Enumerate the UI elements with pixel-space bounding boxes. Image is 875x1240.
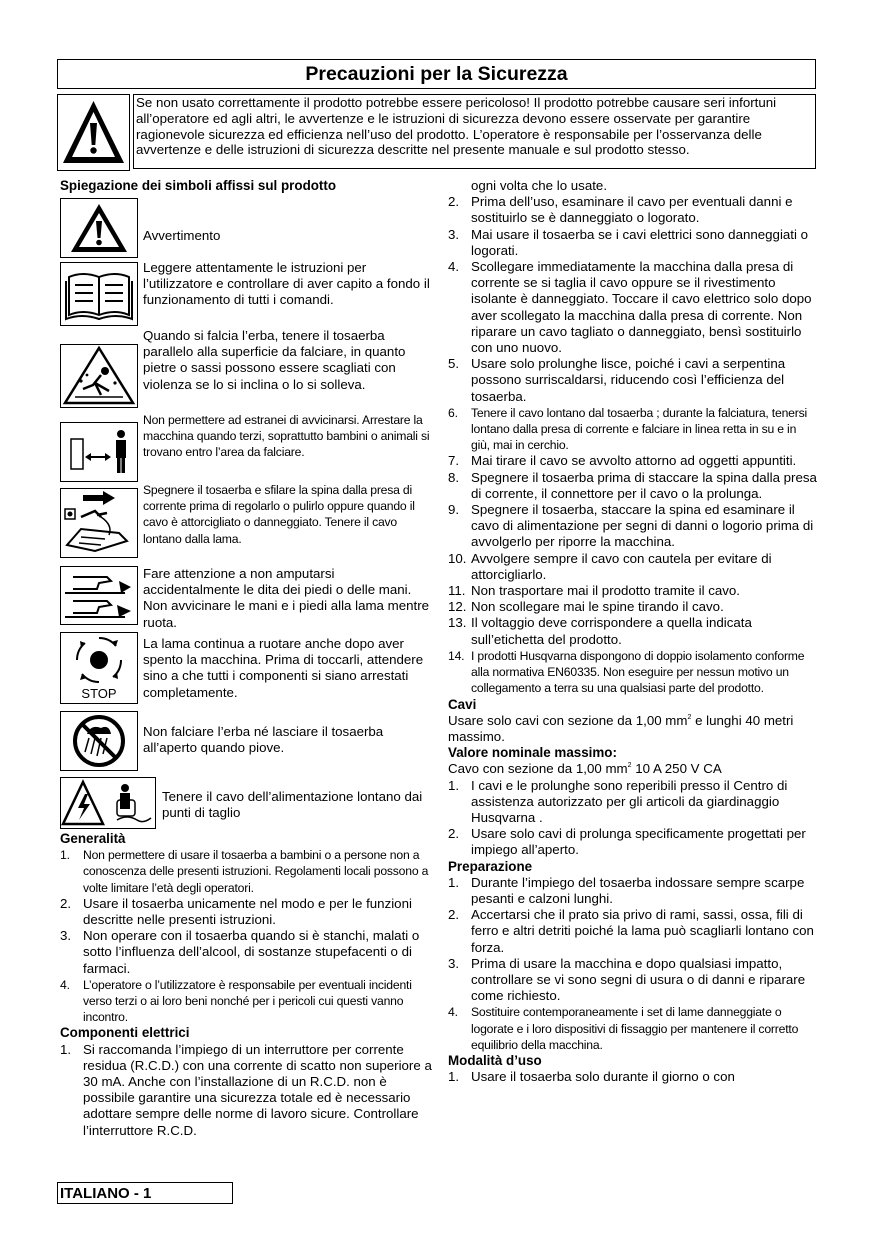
list-item: 9. Spegnere il tosaerba, staccare la spina ed esaminare il cavo di alimentazione per segni di danni o logorio prima di avvolgerlo per riporre la macchina. <box>448 502 814 550</box>
symbol-unplug <box>60 488 138 558</box>
symbol-no-rain <box>60 711 138 771</box>
intro-warning-text: Se non usato correttamente il prodotto potrebbe essere pericoloso! Il prodotto potrebbe causare seri infortuni all’operatore ed agli altri, le avvertenze e le istruzioni di sicurezza devono essere osservate per garantire ragionevole sicurezza ed efficienza nell’uso del prodotto. L’operatore è responsabile per l’osservanza delle avvertenze e delle istruzioni di sicurezza descritte nel presente manuale e sul prodotto stesso. <box>133 94 816 169</box>
no-rain-icon <box>61 712 137 770</box>
symbol-unplug-text: Spegnere il tosaerba e sfilare la spina dalla presa di corrente prima di regolarlo o pulirlo oppure quando il cavo è attorcigliato o danneggiato. Tenere il cavo lontano dalla lama. <box>143 483 415 546</box>
symbol-rotating-blade-text: La lama continua a ruotare anche dopo aver spento la macchina. Prima di toccarli, attendere sino a che tutti i componenti si siano arrestati completamente. <box>143 636 424 700</box>
valore-text: Cavo con sezione da 1,00 $mm^2$ 10 A 250 V CA <box>448 761 722 777</box>
warning-triangle-icon <box>61 199 137 257</box>
list-item: 8. Spegnere il tosaerba prima di staccare la spina dalla presa di corrente, il connettore per il cavo o la prolunga. <box>448 469 817 501</box>
list-item: 5. Usare solo prolunghe lisce, poiché i cavi a serpentina possono surriscaldarsi, riducendo così l’efficienza del tosaerba. <box>448 356 786 404</box>
generalita-heading: Generalità <box>60 831 126 846</box>
blade-hazard-icon <box>61 567 137 624</box>
symbol-keep-distance <box>60 422 138 482</box>
symbol-warning <box>60 198 138 258</box>
list-item: 1. Durante l’impiego del tosaerba indossare sempre scarpe pesanti e calzoni lunghi. <box>448 874 805 906</box>
symbol-book-text: Leggere attentamente le istruzioni per l’utilizzatore e controllare di aver capito a fondo il funzionamento di tutti i comandi. <box>143 260 430 308</box>
list-item: 4. Scollegare immediatamente la macchina dalla presa di corrente se si taglia il cavo oppure se il rivestimento isolante è danneggiato. Toccare il cavo elettrico solo dopo aver scollegato la macchina dalla presa di corrente. Non riparare un cavo tagliato o danneggiato, bensì sostituirlo con uno nuovo. <box>448 259 812 356</box>
unplug-icon <box>61 489 137 557</box>
symbol-no-rain-text: Non falciare l’erba né lasciare il tosaerba all’aperto quando piove. <box>143 724 384 756</box>
warning-triangle-icon <box>58 95 129 170</box>
symbol-rotating-blade <box>60 632 138 704</box>
cavi-heading: Cavi <box>448 696 477 712</box>
symbol-blade-hazard-text: Fare attenzione a non amputarsi accidentalmente le dita dei piedi o delle mani. Non avvicinare le mani e i piedi alla lama mentre ruota. <box>143 566 430 630</box>
symbol-keep-distance-text: Non permettere ad estranei di avvicinarsi. Arrestare la macchina quando terzi, soprattutto bambini o animali si trovano entro l’area da falciare. <box>143 413 430 460</box>
modalita-heading: Modalità d’uso <box>448 1052 542 1068</box>
symbol-electric-cable-text: Tenere il cavo dell’alimentazione lontano dai punti di taglio <box>162 789 423 821</box>
componenti-item1-continued: ogni volta che lo usate. <box>471 178 608 193</box>
list-item: 3. Non operare con il tosaerba quando si è stanchi, malati o sotto l’influenza dell’alcool, di sostanze stupefacenti o di farmaci. <box>60 928 420 976</box>
list-item: 2. Usare il tosaerba unicamente nel modo e per le funzioni descritte nelle presenti istruzioni. <box>60 895 412 928</box>
list-item: 2. Usare solo cavi di prolunga specificamente progettati per impiego all’aperto. <box>448 826 806 858</box>
open-book-icon <box>61 263 137 325</box>
page-footer: ITALIANO - 1 <box>57 1182 233 1204</box>
list-item: 14. I prodotti Husqvarna dispongono di doppio isolamento conforme alla normativa EN60335. Non eseguire per nessun motivo un collegamento a terra su una qualsiasi parte del prodotto. <box>448 648 805 696</box>
valore-list <box>448 778 818 859</box>
symbol-book <box>60 262 138 326</box>
modalita-list <box>448 1069 818 1085</box>
symbol-electric-cable <box>60 777 156 829</box>
list-item: 11. Non trasportare mai il prodotto tramite il cavo. <box>448 583 741 599</box>
rotating-blade-stop-icon <box>61 633 137 703</box>
list-item: 4. Sostituire contemporaneamente i set di lame danneggiate o logorate e i loro dispositivi di fissaggio per mantenere il corretto equilibrio della macchina. <box>448 1005 799 1052</box>
list-item: 1. Usare il tosaerba solo durante il giorno o con <box>448 1069 735 1085</box>
intro-warning-icon-box <box>57 94 130 171</box>
stop-label: STOP <box>81 686 117 701</box>
list-item: 1. I cavi e le prolunghe sono reperibili presso il Centro di assistenza autorizzato per gli articoli da giardinaggio Husqvarna . <box>448 777 788 825</box>
thrown-objects-icon <box>61 345 137 407</box>
page-title: Precauzioni per la Sicurezza <box>57 59 816 89</box>
componenti-list-start <box>60 1042 432 1139</box>
preparazione-list <box>448 875 818 1053</box>
list-item: 2. Accertarsi che il prato sia privo di rami, sassi, ossa, fili di ferro e altri detriti poiché la lama può scagliarli lontano con forza. <box>448 907 814 955</box>
right-column-sections <box>448 178 818 1085</box>
symbols-heading: Spiegazione dei simboli affissi sul prodotto <box>60 178 337 193</box>
preparazione-heading: Preparazione <box>448 858 533 874</box>
list-item: 4. L’operatore o l’utilizzatore è responsabile per eventuali incidenti verso terzi o ai loro beni nonché per i pericoli cui questi vanno incontro. <box>60 977 412 1025</box>
symbol-thrown-objects <box>60 344 138 408</box>
cavi-text: Usare solo cavi con sezione da 1,00 $mm^2$ e lunghi 40 metri massimo. <box>448 712 794 744</box>
list-item: 10. Avvolgere sempre il cavo con cautela per evitare di attorcigliarlo. <box>448 550 772 582</box>
list-item: 12. Non scollegare mai le spine tirando il cavo. <box>448 599 724 615</box>
generalita-list <box>60 847 432 1025</box>
valore-heading: Valore nominale massimo: <box>448 745 617 761</box>
symbol-thrown-objects-text: Quando si falcia l’erba, tenere il tosaerba parallelo alla superficie da falciare, in quanto pietre o sassi possono essere scagliati con violenza se lo si inclina o lo si solleva. <box>143 328 406 392</box>
list-item: 1. Non permettere di usare il tosaerba a bambini o a persone non a conoscenza delle presenti istruzioni. Regolamenti locali possono a volte limitare l’età degli operatori. <box>60 848 429 895</box>
list-item: 3. Mai usare il tosaerba se i cavi elettrici sono danneggiati o logorati. <box>448 226 809 258</box>
list-item: 6. Tenere il cavo lontano dal tosaerba ; durante la falciatura, tenersi lontano dalla presa di corrente e falciare in linea retta in su e in giù, mai in cerchio. <box>448 405 807 453</box>
electric-cable-icon <box>61 778 155 828</box>
list-item: 13. Il voltaggio deve corrispondere a quella indicata sull’etichetta del prodotto. <box>448 615 752 647</box>
symbol-blade-hazard <box>60 566 138 625</box>
keep-distance-icon <box>61 423 137 481</box>
componenti-heading: Componenti elettrici <box>60 1025 190 1041</box>
list-item: 3. Prima di usare la macchina e dopo qualsiasi impatto, controllare se vi sono segni di usura o di danni e riparare come richiesto. <box>448 955 806 1004</box>
left-column-sections <box>60 831 432 1139</box>
list-item: 7. Mai tirare il cavo se avvolto attorno ad oggetti appuntiti. <box>448 453 797 469</box>
list-item: 2. Prima dell’uso, esaminare il cavo per eventuali danni e sostituirlo se è danneggiato o logorato. <box>448 194 793 226</box>
componenti-list <box>448 194 818 696</box>
list-item: 1. Si raccomanda l’impiego di un interruttore per corrente residua (R.C.D.) con una corrente di scatto non superiore a 30 mA. Anche con l’installazione di un R.C.D. non è possibile garantire una sicurezza totale ed è necessario adottare sempre delle norme di lavoro sicure. Controllare l’interruttore R.C.D. <box>60 1041 432 1138</box>
symbol-warning-text: Avvertimento <box>143 228 221 243</box>
